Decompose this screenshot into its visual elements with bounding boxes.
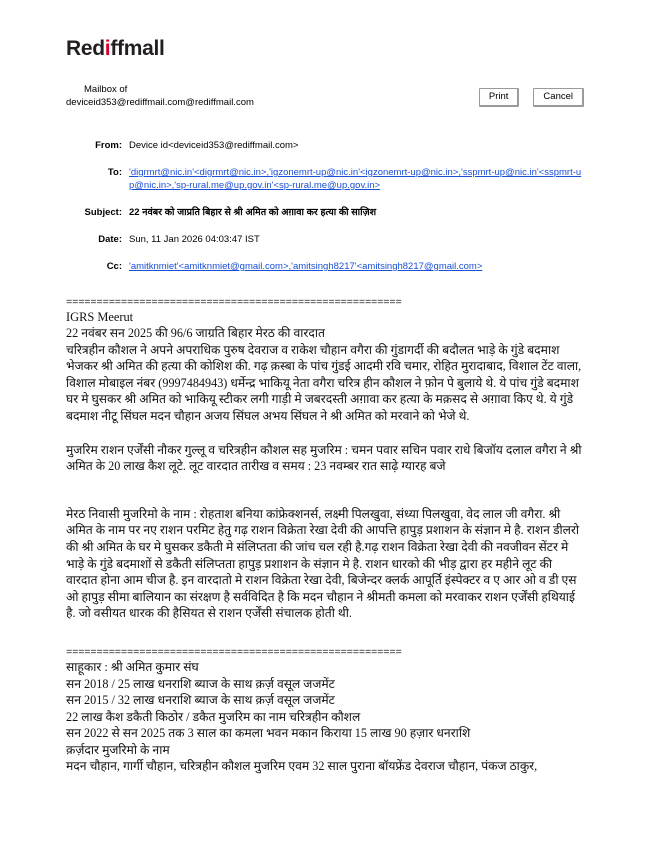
spacer-cell <box>66 152 129 166</box>
brand-row <box>66 0 584 68</box>
cc-label: Cc: <box>106 261 122 272</box>
paragraph-gap <box>66 639 584 647</box>
spacer-cell <box>129 246 584 260</box>
print-button[interactable]: Print <box>479 88 520 107</box>
date-value: Sun, 11 Jan 2026 04:03:47 IST <box>129 234 260 245</box>
mailbox-address: deviceid353@rediffmail.com@rediffmail.com <box>66 97 254 108</box>
from-label: From: <box>95 140 122 151</box>
body-list-line-5: सन 2022 से सन 2025 तक 3 साल का कमला भवन मकान किराया 15 लाख 90 हज़ार धनराशि <box>66 726 471 741</box>
body-list-line-3: सन 2015 / 32 लाख धनराशि ब्याज के साथ क़र्ज़ वसूल जजमेंट <box>66 693 335 708</box>
header-row-date <box>66 233 584 246</box>
spacer-cell <box>129 152 584 166</box>
body-list-line-1: साहूकार : श्री अमित कुमार संघ <box>66 659 199 674</box>
mail-body <box>66 297 584 775</box>
spacer-cell <box>129 219 584 233</box>
spacer <box>66 192 584 206</box>
spacer-cell <box>66 246 129 260</box>
header-row-cc <box>66 260 584 273</box>
to-recipients-link[interactable]: 'digrmrt@nic.in'<digrmrt@nic.in>,'igzonemrt-up@nic.in'<igzonemrt-up@nic.in>,'sspmrt-up@nic.in'<sspmrt-up@nic.in>,'sp-rural.me@up.gov.in'<sp-rural.me@up.gov.in> <box>129 167 582 191</box>
brand-text-before: Red <box>66 37 105 60</box>
spacer <box>66 219 584 233</box>
to-label: To: <box>107 167 122 178</box>
body-heading-latin: IGRS Meerut <box>66 310 134 324</box>
subject-value-cell <box>129 206 584 219</box>
spacer-cell <box>129 192 584 206</box>
body-paragraph-2: मुजरिम राशन एर्जेंसी नौकर गुल्लू व चरित्रहीन कौशल सह मुजरिम : चमन पवार सचिन पवार राधे बिजॉय दलाल वगैरा ने श्री अमित के 20 लाख कैश लूटे. लूट वारदात तारीख व समय : 23 नवम्बर रात साढ़े ग्यारह बजे <box>66 442 582 474</box>
rediffmall-logo <box>66 38 165 59</box>
mailbox-of-label: Mailbox of <box>84 84 128 95</box>
toolbar-buttons <box>479 88 584 107</box>
header-row-to <box>66 166 584 192</box>
spacer-cell <box>66 192 129 206</box>
body-list-line-2: सन 2018 / 25 लाख धनराशि ब्याज के साथ क़र्ज़ वसूल जजमेंट <box>66 676 335 691</box>
subject-label: Subject: <box>84 207 122 218</box>
spacer-cell <box>66 219 129 233</box>
mail-headers-table <box>66 139 584 273</box>
body-paragraph-1: चरित्रहीन कौशल ने अपने अपराधिक पुरुष देवराज व राकेश चौहान वगैरा की गुंडागर्दी की बदौलत भाड़े के गुंडे बदमाश भेजकर श्री अमित की हत्या की कोशिश की. गढ़ क़स्बा के पांच गुंडई आदमी रवि चमार, रोहित मुरादाबाद, विशाल टेंट वाला, विशाल मोबाइल नंबर (9997484943) धर्मेन्द्र भाकियू नेता वगैरा चरित्र हीन कौशल ने फ़ोन पे बुलाये थे. ये पांच गुंडे बदमाश घर मे घुसकर श्री अमित को भाकियू स्टीकर लगी गाड़ी मे जबरदस्ती अग़ावा कर हत्या के मक़सद से अग़ावा किए थे. ये गुंडे बदमाश नीटू सिंघल मदन चौहान अजय सिंघल अभय सिंघल ने श्री अमित को मरवाने को भेजे थे. <box>66 342 582 423</box>
mailbox-row <box>66 83 584 117</box>
separator-line-1: ======================================================= <box>66 297 402 309</box>
header-row-subject <box>66 206 584 219</box>
from-value: Device id<deviceid353@rediffmail.com> <box>129 140 299 151</box>
cc-value-cell <box>129 260 584 273</box>
to-value <box>129 166 584 192</box>
header-row-from <box>66 139 584 152</box>
separator-line-2: ======================================================= <box>66 646 402 659</box>
spacer <box>66 246 584 260</box>
paragraph-gap <box>66 425 584 442</box>
paragraph-gap <box>66 492 584 506</box>
paragraph-gap <box>66 622 584 639</box>
body-line-date: 22 नवंबर सन 2025 की 96/6 जाग्रति बिहार मेरठ की वारदात <box>66 326 325 340</box>
brand-text-after: ffmall <box>110 37 165 60</box>
body-paragraph-3: मेरठ निवासी मुजरिमो के नाम : रोहताश बनिया कांफ्रेक्शनर्स, लक्ष्मी पिलखुवा, संध्या पिलखुवा, वेद लाल जी वगैरा. श्री अमित के नाम पर नए राशन परमिट हेतु गढ़ राशन विक्रेता रेखा देवी की आपत्ति हापुड़ प्रशाशन के संज्ञान मे है. राशन डीलरो की श्री अमित के घर मे घुसकर डकैती मे संलिप्तता की जांच चल रही है.गढ़ राशन विक्रेता रेखा देवी की नवजीवन सेंटर मे भाड़े के गुंडे बदमाशों से डकैती संलिप्तता हापुड़ प्रशाशन के संज्ञान मे है. राशन धारको की भीड़ द्वारा हर महीने लूट की वारदात होना आम चीज है. इन वारदातो मे राशन विक्रेता रेखा देवी, बिजेन्दर क्लर्क आपूर्ति इंस्पेक्टर व ए आर ओ व डी एस ओ हापुड़ सीमा बालियान का संरक्षण है सर्वविदित है कि मदन चौहान ने श्रीमती कमला को मरवाकर राशन एर्जेंसी हथियाई है. जो वसीयत धारक की हैसियत से राशन एर्जेंसी संचालक होती थी. <box>66 506 580 621</box>
body-list-line-7: मदन चौहान, गार्गी चौहान, चरित्रहीन कौशल मुजरिम एवम 32 साल पुराना बॉयफ्रेंड देवराज चौहान, पंकज ठाकुर, <box>66 759 538 774</box>
paragraph-gap <box>66 475 584 492</box>
body-list-line-4: 22 लाख कैश डकैती किठोर / डकैत मुजरिम का नाम चरित्रहीन कौशल <box>66 709 361 724</box>
date-label: Date: <box>98 234 122 245</box>
body-list-line-6: क़र्ज़दार मुजरिमो के नाम <box>66 742 170 757</box>
spacer <box>66 152 584 166</box>
brand-text-accent: i <box>104 37 111 60</box>
subject-value: 22 नवंबर को जाप्रति बिहार से श्री अमित को अग़ावा कर हत्या की साज़िश <box>129 207 377 218</box>
cancel-button[interactable]: Cancel <box>533 88 584 107</box>
cc-recipients-link[interactable]: 'amitknmiet'<amitknmiet@gmail.com>,'amitsingh8217'<amitsingh8217@gmail.com> <box>129 261 483 272</box>
